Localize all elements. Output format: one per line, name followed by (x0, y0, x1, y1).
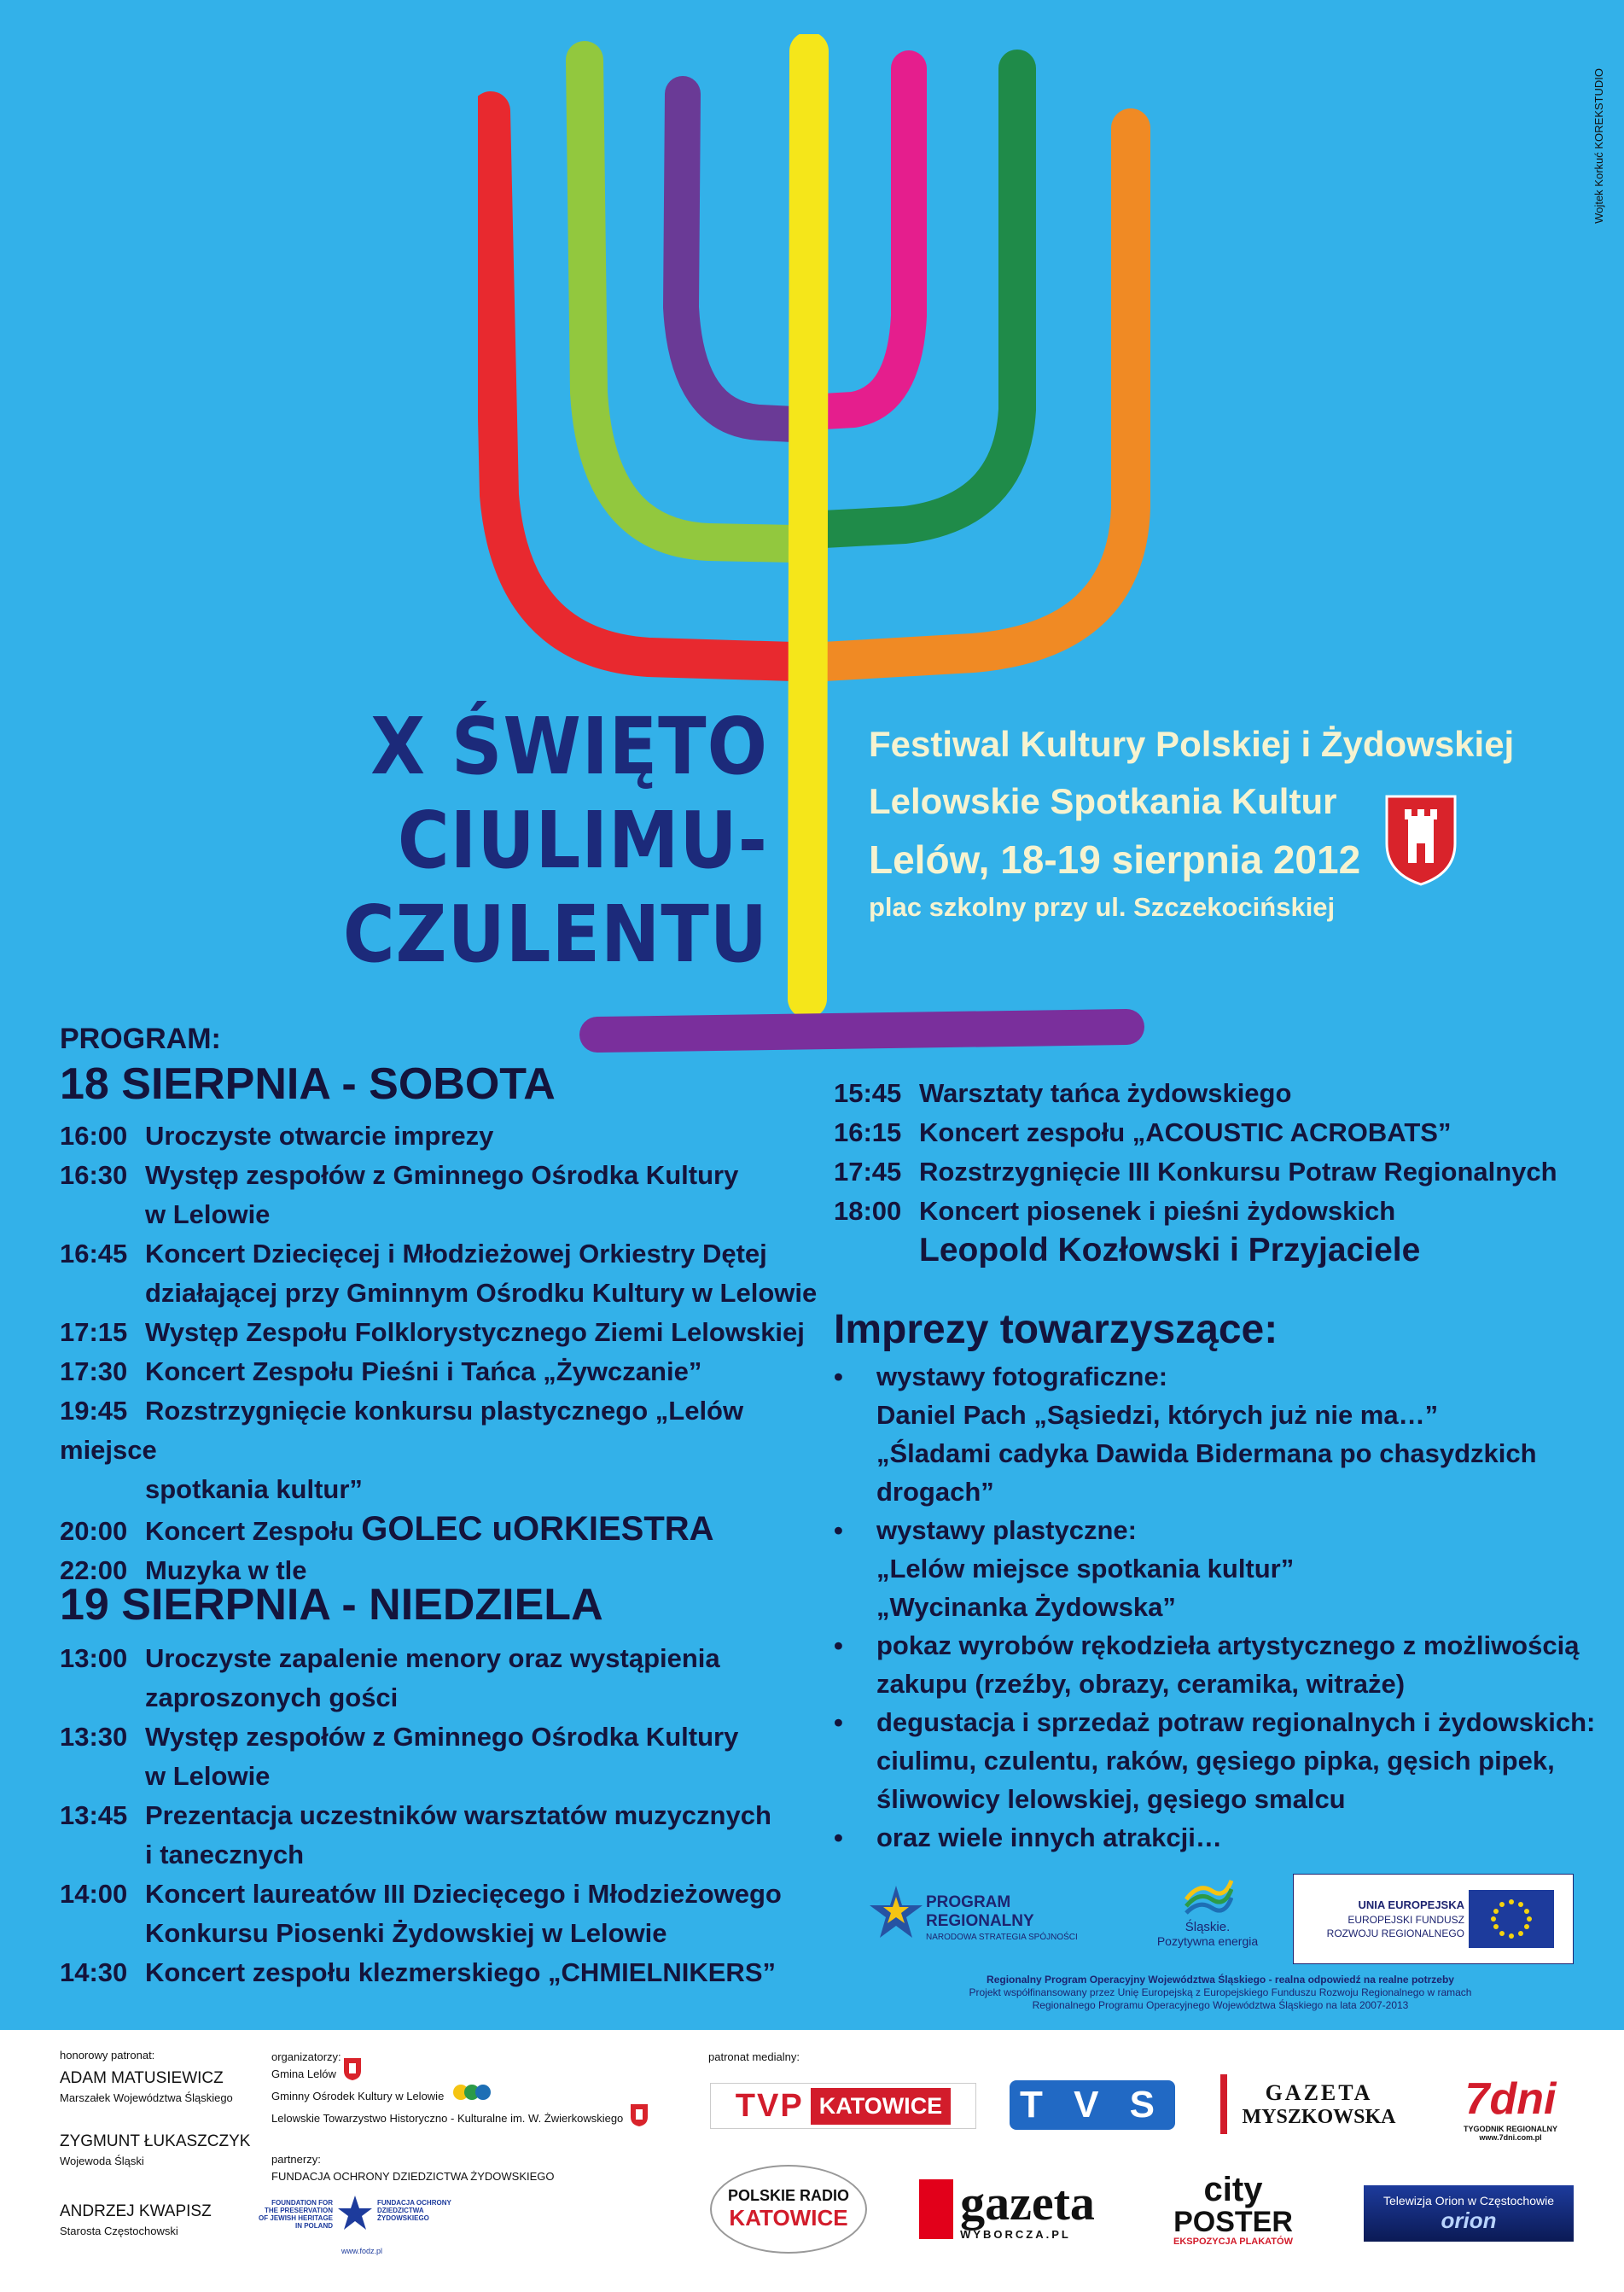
event-time: 16:45 (60, 1239, 128, 1268)
event-desc-cont: zaproszonych gości (145, 1683, 399, 1712)
list-item: • wystawy fotograficzne: (834, 1362, 1168, 1391)
day2-heading: 19 SIERPNIA - NIEDZIELA (60, 1580, 603, 1630)
event-time: 13:00 (60, 1643, 128, 1673)
title-line-1: X ŚWIĘTO (370, 701, 768, 792)
schedule-row (60, 1639, 828, 1678)
schedule-row (834, 1074, 1602, 1113)
patron-name: ADAM MATUSIEWICZ (60, 2069, 224, 2087)
schedule-row (60, 1796, 828, 1835)
list-item: • wystawy plastyczne: (834, 1515, 1137, 1545)
event-desc: Koncert zespołu klezmerskiego „CHMIELNIKERS” (145, 1957, 776, 1987)
event-desc-cont: działającej przy Gminnym Ośrodku Kultury w Lelowie (145, 1278, 818, 1308)
event-desc: Rozstrzygnięcie III Konkursu Potraw Regionalnych (919, 1157, 1557, 1187)
schedule-row (834, 1192, 1602, 1231)
event-desc: Warsztaty tańca żydowskiego (919, 1078, 1292, 1108)
event-desc: Koncert piosenek i pieśni żydowskich (919, 1196, 1396, 1226)
event-time: 13:30 (60, 1722, 128, 1752)
patron-role: Wojewoda Śląski (60, 2155, 144, 2167)
organizer: Gminny Ośrodek Kultury w Lelowie (271, 2090, 445, 2102)
festival-subtitle: Lelowskie Spotkania Kultur (869, 781, 1337, 821)
side-events-list (834, 1357, 1602, 1857)
schedule-row (834, 1152, 1602, 1192)
patron-name: ZYGMUNT ŁUKASZCZYK (60, 2132, 251, 2150)
event-title (34, 700, 768, 982)
schedule-row (60, 1953, 828, 1992)
event-desc: Prezentacja uczestników warsztatów muzycznych (145, 1800, 771, 1830)
schedule-row (834, 1113, 1602, 1152)
slaskie-logo: Śląskie. Pozytywna energia (1152, 1874, 1263, 1959)
eu-flag-icon (1469, 1890, 1554, 1948)
list-item-line: Daniel Pach „Sąsiedzi, których już nie ma…” (876, 1400, 1439, 1430)
organizers-label: organizatorzy: (271, 2050, 341, 2063)
event-desc: Koncert Dziecięcej i Młodzieżowej Orkiestry Dętej (145, 1239, 767, 1268)
event-desc: Występ zespołów z Gminnego Ośrodka Kultury (145, 1160, 739, 1190)
event-time: 18:00 (834, 1196, 902, 1226)
organizer: Lelowskie Towarzystwo Historyczno - Kulturalne im. W. Żwierkowskiego (271, 2112, 624, 2125)
patron-name: ANDRZEJ KWAPISZ (60, 2202, 212, 2220)
event-time: 13:45 (60, 1800, 128, 1830)
media-patronage-label: patronat medialny: (708, 2050, 800, 2063)
patron-role: Marszałek Województwa Śląskiego (60, 2091, 233, 2104)
event-desc: Rozstrzygnięcie konkursu plastycznego „Lelów miejsce (60, 1396, 744, 1465)
festival-name: Festiwal Kultury Polskiej i Żydowskiej (869, 724, 1515, 764)
event-desc: Występ Zespołu Folklorystycznego Ziemi Lelowskiej (145, 1317, 805, 1347)
event-time: 16:15 (834, 1117, 902, 1147)
list-item-line: ciulimu, czulentu, raków, gęsiego pipka, gęsich pipek, (876, 1746, 1555, 1776)
tvs-logo: T V S (1007, 2074, 1178, 2136)
event-desc-cont: w Lelowie (145, 1761, 271, 1791)
menorah-base-purple (597, 1027, 1126, 1035)
day2-schedule-continued (834, 1074, 1602, 1270)
event-time: 14:30 (60, 1957, 128, 1987)
list-item-line: śliwowicy lelowskiej, gęsiego smalcu (876, 1784, 1346, 1814)
list-item-line: zakupu (rzeźby, obrazy, ceramika, witraże) (876, 1669, 1406, 1699)
patron-role: Starosta Częstochowski (60, 2225, 178, 2237)
eu-funding-note: Regionalny Program Operacyjny Województwa Śląskiego - realna odpowiedź na realne potrzeby Projekt współfinansowany przez Unię Europejską z Europejskiego Funduszu Rozwoju Regionalnego w ramach Regionalnego Programu Operacyjnego Województwa Śląskiego na lata 2007-2013 (969, 1974, 1472, 2011)
event-desc-cont: w Lelowie (145, 1199, 271, 1229)
gazeta-myszkowska-logo: GAZETA MYSZKOWSKA (1220, 2074, 1411, 2134)
program-regionalny-logo: PROGRAM REGIONALNY NARODOWA STRATEGIA SPÓJNOŚCI (866, 1878, 1088, 1955)
schedule-row (60, 1352, 828, 1391)
day1-heading: 18 SIERPNIA - SOBOTA (60, 1059, 556, 1109)
lelow-coat-of-arms (1382, 792, 1459, 886)
gok-logo-icon (452, 2083, 492, 2102)
list-item: • degustacja i sprzedaż potraw regionalnych i żydowskich: (834, 1707, 1596, 1737)
event-time: 17:30 (60, 1356, 128, 1386)
title-line-2: CIULIMU-CZULENTU (342, 795, 768, 980)
fodz-logo: FOUNDATION FOR THE PRESERVATION OF JEWISH HERITAGE IN POLAND FUNDACJA OCHRONY DZIEDZICTWA ŻYDOWSKIEGO www.fodz.pl (256, 2192, 478, 2277)
schedule-row (60, 1117, 828, 1156)
event-desc-cont: i tanecznych (145, 1840, 305, 1869)
tvp-katowice-logo: TVP KATOWICE (710, 2083, 976, 2129)
event-time: 16:00 (60, 1121, 128, 1151)
slaskie-wave-icon (1182, 1874, 1233, 1916)
event-time: 14:00 (60, 1879, 128, 1909)
schedule-row (60, 1718, 828, 1757)
list-item: • oraz wiele innych atrakcji… (834, 1823, 1222, 1852)
schedule-row (60, 1509, 828, 1551)
event-desc-cont: Konkursu Piosenki Żydowskiej w Lelowie (145, 1918, 667, 1948)
list-item: • pokaz wyrobów rękodzieła artystycznego z możliwością (834, 1630, 1580, 1660)
event-time: 22:00 (60, 1555, 128, 1585)
gmina-coat-icon (343, 2057, 362, 2081)
event-desc: Koncert laureatów III Dziecięcego i Młodzieżowego (145, 1879, 782, 1909)
schedule-row (60, 1391, 828, 1470)
headliner-kozlowski: Leopold Kozłowski i Przyjaciele (919, 1232, 1421, 1268)
list-item-line: „Śladami cadyka Dawida Bidermana po chasydzkich (876, 1438, 1537, 1468)
list-item-line: „Wycinanka Żydowska” (876, 1592, 1176, 1622)
partner-name: FUNDACJA OCHRONY DZIEDZICTWA ŻYDOWSKIEGO (271, 2170, 555, 2183)
festival-venue: plac szkolny przy ul. Szczekocińskiej (869, 892, 1336, 922)
telewizja-orion-logo: Telewizja Orion w Częstochowie orion (1364, 2185, 1574, 2242)
patronage-label: honorowy patronat: (60, 2049, 155, 2062)
event-desc: Muzyka w tle (145, 1555, 307, 1585)
menorah-arm-purple (681, 94, 794, 424)
schedule-row (60, 1313, 828, 1352)
event-desc: Koncert Zespołu Pieśni i Tańca „Żywczanie” (145, 1356, 702, 1386)
event-desc: Występ zespołów z Gminnego Ośrodka Kultury (145, 1722, 739, 1752)
menorah-arm-red (491, 111, 794, 662)
gazeta-wyborcza-logo: gazeta WYBORCZA.PL (909, 2171, 1105, 2248)
polskie-radio-katowice-logo: POLSKIE RADIO KATOWICE (710, 2165, 867, 2254)
schedule-row (60, 1234, 828, 1274)
event-time: 16:30 (60, 1160, 128, 1190)
society-coat-icon (630, 2103, 649, 2127)
event-desc: Koncert Zespołu (145, 1516, 354, 1546)
event-time: 15:45 (834, 1078, 902, 1108)
partners-label: partnerzy: (271, 2153, 321, 2166)
event-desc: Koncert zespołu „ACOUSTIC ACROBATS” (919, 1117, 1452, 1147)
day1-schedule (60, 1117, 828, 1590)
side-events-heading: Imprezy towarzyszące: (834, 1307, 1278, 1352)
day2-schedule (60, 1639, 828, 1992)
headliner-golec: GOLEC uORKIESTRA (361, 1510, 714, 1548)
schedule-row (60, 1156, 828, 1195)
schedule-row (60, 1875, 828, 1914)
organizer: Gmina Lelów (271, 2067, 336, 2080)
program-heading: PROGRAM: (60, 1023, 221, 1055)
fodz-star-icon (338, 2194, 372, 2237)
list-item-line: drogach” (876, 1477, 994, 1507)
event-time: 17:45 (834, 1157, 902, 1187)
city-poster-logo: city POSTER EKSPOZYCJA PLAKATÓW (1173, 2171, 1293, 2247)
list-item-line: „Lelów miejsce spotkania kultur” (876, 1554, 1295, 1583)
event-time: 20:00 (60, 1516, 128, 1546)
footer-sponsors (0, 2030, 1624, 2292)
star-icon (866, 1881, 926, 1950)
event-time: 19:45 (60, 1396, 128, 1426)
menorah-arm-magenta (824, 68, 909, 411)
festival-date: Lelów, 18-19 sierpnia 2012 (869, 837, 1361, 882)
event-desc-cont: spotkania kultur” (145, 1474, 363, 1504)
event-desc: Uroczyste zapalenie menory oraz wystąpienia (145, 1643, 720, 1673)
menorah-stem-yellow (807, 51, 809, 999)
event-desc: Uroczyste otwarcie imprezy (145, 1121, 494, 1151)
event-time: 17:15 (60, 1317, 128, 1347)
eu-fund-logo: UNIA EUROPEJSKA EUROPEJSKI FUNDUSZ ROZWOJU REGIONALNEGO (1293, 1874, 1574, 1964)
designer-credit: Wojtek Korkuć KOREKSTUDIO (1592, 68, 1605, 224)
7dni-logo: 7dni TYGODNIK REGIONALNY www.7dni.com.pl (1463, 2074, 1557, 2142)
